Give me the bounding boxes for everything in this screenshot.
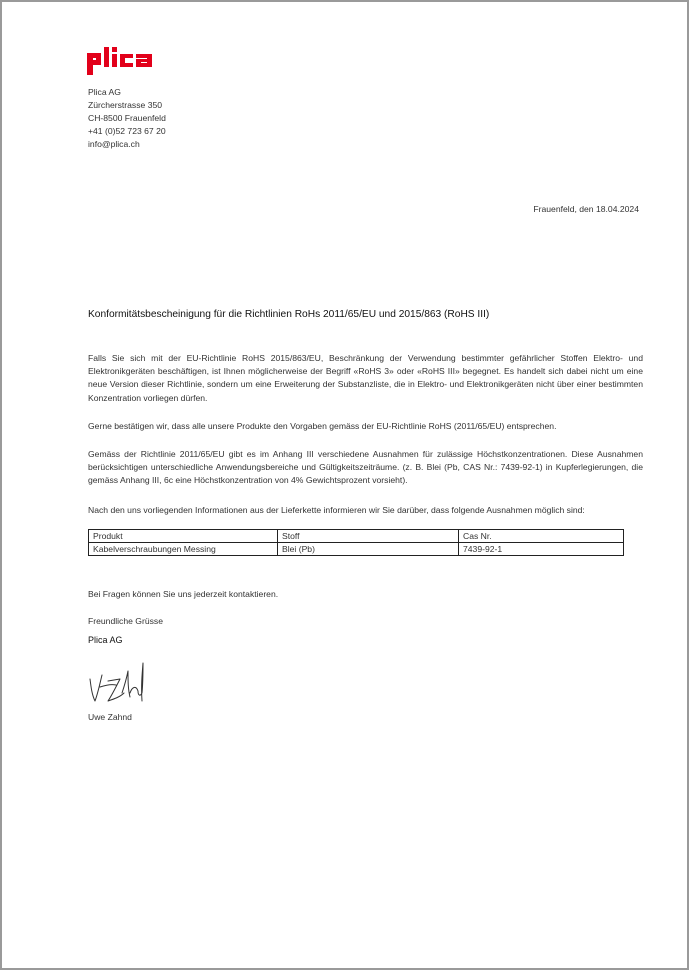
signatory-company: Plica AG	[88, 635, 123, 645]
address-street: Zürcherstrasse 350	[88, 100, 163, 111]
letter-subject: Konformitätsbescheinigung für die Richtlinien RoHs 2011/65/EU und 2015/863 (RoHS III)	[88, 309, 490, 320]
plica-logo	[86, 46, 156, 76]
address-city: CH-8500 Frauenfeld	[88, 113, 166, 124]
table-cell: 7439-92-1	[459, 543, 624, 556]
closing-line: Bei Fragen können Sie uns jederzeit kontaktieren.	[88, 589, 279, 599]
handwritten-signature	[86, 657, 148, 707]
table-header-cell: Produkt	[89, 530, 278, 543]
table-header-row	[89, 530, 624, 543]
letter-date: Frauenfeld, den 18.04.2024	[533, 204, 639, 214]
paragraph-exemptions: Gemäss der Richtlinie 2011/65/EU gibt es im Anhang III verschiedene Ausnahmen für zulässige Höchstkonzentrationen. Diese Ausnahmen berücksichtigen unterschiedliche Anwendungsbereiche und Gültigkeitszeiträume. (z. B. Blei (Pb, CAS Nr.: 7439-92-1) in Kupferlegierungen, die gemäss Anhang III, 6c eine Höchstkonzentration von 4% Gewichtsprozent vorsieht).	[88, 449, 643, 486]
sender-address	[88, 86, 166, 151]
table-row	[89, 543, 624, 556]
exemptions-table	[88, 529, 624, 556]
table-cell: Blei (Pb)	[278, 543, 459, 556]
table-header-cell: Cas Nr.	[459, 530, 624, 543]
paragraph-confirmation: Gerne bestätigen wir, dass alle unsere Produkte den Vorgaben gemäss der EU-Richtlinie RoHS (2011/65/EU) entsprechen.	[88, 421, 557, 431]
table-header-cell: Stoff	[278, 530, 459, 543]
paragraph-intro: Falls Sie sich mit der EU-Richtlinie RoHS 2015/863/EU, Beschränkung der Verwendung bestimmter gefährlicher Stoffen Elektro- und Elektronikgeräten beschäftigen, ist Ihnen möglicherweise der Begriff «RoHS 3» oder «RoHS III» begegnet. Es handelt sich dabei nicht um eine neue Version dieser Richtlinie, sondern um eine Erweiterung der Substanzliste, die in Elektro- und Elektronikgeräten nicht über einer bestimmten Konzentration vorliegen dürfen.	[88, 353, 643, 403]
address-email: info@plica.ch	[88, 139, 140, 150]
signatory-name: Uwe Zahnd	[88, 712, 132, 722]
address-phone: +41 (0)52 723 67 20	[88, 126, 166, 137]
table-cell: Kabelverschraubungen Messing	[89, 543, 278, 556]
greeting: Freundliche Grüsse	[88, 616, 163, 626]
address-company: Plica AG	[88, 87, 121, 97]
paragraph-supply-chain: Nach den uns vorliegenden Informationen aus der Lieferkette informieren wir Sie darüber, dass folgende Ausnahmen möglich sind:	[88, 505, 585, 515]
